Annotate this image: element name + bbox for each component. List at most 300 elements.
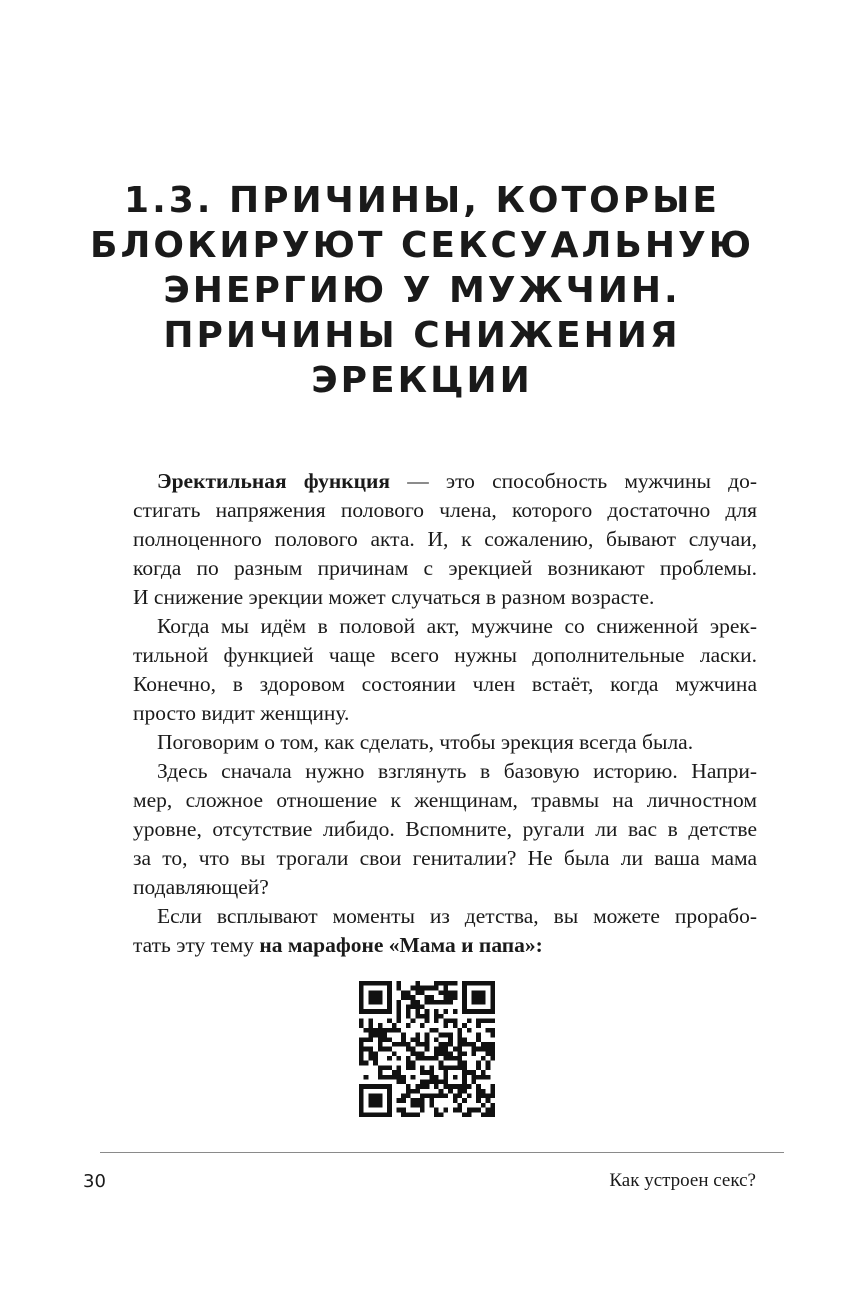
qr-module	[378, 1070, 383, 1075]
qr-module	[481, 1075, 486, 1080]
qr-module	[481, 1047, 486, 1052]
qr-module	[359, 1089, 364, 1094]
qr-module	[476, 1019, 481, 1024]
qr-module	[425, 1094, 430, 1099]
qr-module	[401, 1079, 406, 1084]
qr-module	[439, 1047, 444, 1052]
qr-module	[453, 1047, 458, 1052]
running-title: Как устроен секс?	[609, 1170, 756, 1191]
qr-module	[378, 1037, 383, 1042]
qr-module	[434, 1112, 439, 1117]
qr-module	[453, 995, 458, 1000]
qr-module	[476, 1108, 481, 1113]
qr-module	[378, 1075, 383, 1080]
qr-module	[359, 1047, 364, 1052]
qr-module	[359, 986, 364, 991]
qr-module	[453, 981, 458, 986]
qr-module	[429, 1098, 434, 1103]
qr-module	[401, 1037, 406, 1042]
qr-module	[429, 986, 434, 991]
qr-module	[476, 981, 481, 986]
qr-module	[420, 1023, 425, 1028]
qr-module	[443, 1023, 448, 1028]
qr-module	[443, 1042, 448, 1047]
qr-module	[490, 1000, 495, 1005]
qr-module	[453, 1023, 458, 1028]
qr-module	[457, 1028, 462, 1033]
qr-module	[462, 1084, 467, 1089]
qr-module	[359, 1056, 364, 1061]
qr-module	[467, 981, 472, 986]
text-span: — это способность мужчины до-	[390, 469, 757, 493]
qr-module	[392, 1070, 397, 1075]
qr-module	[439, 1065, 444, 1070]
qr-module	[406, 1042, 411, 1047]
qr-module	[392, 1023, 397, 1028]
qr-module	[420, 1070, 425, 1075]
qr-module	[415, 1004, 420, 1009]
qr-module	[368, 1103, 373, 1108]
qr-module	[467, 1108, 472, 1113]
qr-module	[429, 1065, 434, 1070]
text-line: просто видит женщину.	[133, 701, 350, 725]
qr-module	[373, 1103, 378, 1108]
qr-module	[387, 990, 392, 995]
qr-module	[368, 1056, 373, 1061]
qr-module	[425, 1019, 430, 1024]
qr-module	[373, 1056, 378, 1061]
qr-module	[368, 1019, 373, 1024]
qr-module	[439, 1033, 444, 1038]
qr-module	[415, 1103, 420, 1108]
qr-module	[481, 1042, 486, 1047]
qr-module	[415, 1037, 420, 1042]
qr-module	[486, 1042, 491, 1047]
qr-module	[382, 1112, 387, 1117]
qr-module	[439, 981, 444, 986]
footer-rule	[100, 1152, 784, 1153]
qr-module	[443, 1019, 448, 1024]
qr-module	[490, 1033, 495, 1038]
text-line: мер, сложное отношение к женщинам, травмы на личностном	[133, 788, 757, 812]
qr-module	[425, 1056, 430, 1061]
qr-module	[434, 1079, 439, 1084]
qr-module	[411, 1098, 416, 1103]
qr-module	[448, 1000, 453, 1005]
qr-module	[364, 1075, 369, 1080]
qr-module	[401, 1033, 406, 1038]
qr-module	[448, 1037, 453, 1042]
qr-modules	[359, 981, 495, 1117]
body-text	[133, 467, 757, 960]
text-line: уровне, отсутствие либидо. Вспомните, ругали ли вас в детстве	[133, 817, 757, 841]
qr-module	[467, 1009, 472, 1014]
qr-module	[429, 1070, 434, 1075]
qr-module	[481, 995, 486, 1000]
qr-module	[382, 1028, 387, 1033]
text-line: тильной функцией чаще всего нужны дополнительные ласки.	[133, 643, 757, 667]
qr-module	[378, 1065, 383, 1070]
qr-module	[359, 1004, 364, 1009]
qr-module	[382, 1065, 387, 1070]
qr-module	[462, 1009, 467, 1014]
qr-module	[453, 1056, 458, 1061]
qr-module	[476, 1000, 481, 1005]
qr-module	[457, 1042, 462, 1047]
qr-module	[472, 990, 477, 995]
qr-module	[387, 1065, 392, 1070]
qr-module	[439, 1042, 444, 1047]
text-line: Конечно, в здоровом состоянии член встаёт, когда мужчина	[133, 672, 757, 696]
qr-module	[359, 1094, 364, 1099]
qr-module	[425, 1042, 430, 1047]
qr-module	[486, 1075, 491, 1080]
qr-module	[415, 1084, 420, 1089]
qr-module	[378, 1098, 383, 1103]
qr-module	[439, 1051, 444, 1056]
qr-module	[462, 1037, 467, 1042]
qr-module	[453, 1108, 458, 1113]
qr-module	[411, 1061, 416, 1066]
qr-module	[387, 1089, 392, 1094]
qr-module	[406, 1094, 411, 1099]
qr-module	[443, 995, 448, 1000]
qr-module	[472, 1009, 477, 1014]
qr-module	[373, 1051, 378, 1056]
qr-module	[476, 1033, 481, 1038]
qr-module	[406, 1047, 411, 1052]
qr-module	[443, 1051, 448, 1056]
qr-module	[490, 1094, 495, 1099]
qr-module	[411, 1000, 416, 1005]
qr-module	[406, 1023, 411, 1028]
qr-module	[486, 1098, 491, 1103]
qr-module	[467, 1042, 472, 1047]
qr-module	[462, 1065, 467, 1070]
qr-module	[439, 1079, 444, 1084]
qr-module	[443, 1108, 448, 1113]
qr-module	[373, 1084, 378, 1089]
text-line: полноценного полового акта. И, к сожалению, бывают случаи,	[133, 527, 757, 551]
qr-module	[359, 1098, 364, 1103]
qr-module	[420, 986, 425, 991]
qr-module	[397, 1019, 402, 1024]
qr-module	[359, 1112, 364, 1117]
qr-module	[415, 1014, 420, 1019]
qr-module	[486, 1047, 491, 1052]
qr-module	[425, 1070, 430, 1075]
qr-module	[397, 1070, 402, 1075]
qr-module	[457, 1033, 462, 1038]
qr-module	[490, 1056, 495, 1061]
qr-module	[490, 995, 495, 1000]
qr-module	[472, 1042, 477, 1047]
qr-module	[368, 995, 373, 1000]
qr-module	[420, 1094, 425, 1099]
qr-module	[490, 1084, 495, 1089]
qr-module	[486, 1051, 491, 1056]
qr-code-icon[interactable]	[359, 981, 495, 1117]
qr-module	[373, 981, 378, 986]
qr-module	[415, 1033, 420, 1038]
qr-module	[378, 995, 383, 1000]
heading-line: ПРИЧИНЫ СНИЖЕНИЯ	[163, 315, 681, 356]
qr-module	[359, 1051, 364, 1056]
qr-module	[368, 1051, 373, 1056]
qr-module	[387, 1075, 392, 1080]
qr-module	[368, 1047, 373, 1052]
qr-module	[373, 1112, 378, 1117]
qr-module	[415, 986, 420, 991]
chapter-heading	[60, 178, 784, 403]
qr-module	[429, 1000, 434, 1005]
marathon-link-text: на марафоне «Мама и папа»:	[259, 933, 543, 957]
qr-module	[359, 1084, 364, 1089]
qr-module	[434, 1014, 439, 1019]
qr-module	[481, 1009, 486, 1014]
qr-module	[439, 1014, 444, 1019]
qr-module	[448, 1042, 453, 1047]
qr-module	[434, 1084, 439, 1089]
qr-module	[406, 1065, 411, 1070]
qr-module	[420, 1103, 425, 1108]
qr-module	[368, 981, 373, 986]
qr-module	[439, 1089, 444, 1094]
qr-module	[401, 1098, 406, 1103]
qr-module	[476, 1098, 481, 1103]
qr-module	[481, 1089, 486, 1094]
qr-module	[401, 1112, 406, 1117]
qr-module	[415, 1042, 420, 1047]
qr-module	[486, 1028, 491, 1033]
qr-module	[378, 981, 383, 986]
qr-module	[397, 1098, 402, 1103]
qr-module	[425, 986, 430, 991]
text-line: Когда мы идём в половой акт, мужчине со сниженной эрек-	[157, 614, 757, 638]
qr-module	[382, 1075, 387, 1080]
qr-module	[457, 1103, 462, 1108]
qr-module	[378, 1009, 383, 1014]
paragraph-sexual-act	[133, 612, 757, 728]
qr-module	[462, 1070, 467, 1075]
qr-module	[490, 1103, 495, 1108]
qr-module	[457, 1051, 462, 1056]
qr-module	[462, 990, 467, 995]
qr-module	[425, 1009, 430, 1014]
qr-module	[387, 995, 392, 1000]
qr-module	[490, 981, 495, 986]
qr-module	[359, 1037, 364, 1042]
qr-module	[490, 1112, 495, 1117]
qr-module	[359, 1000, 364, 1005]
text-line: И снижение эрекции может случаться в разном возрасте.	[133, 585, 655, 609]
qr-module	[443, 986, 448, 991]
qr-module	[443, 1065, 448, 1070]
qr-module	[467, 1084, 472, 1089]
qr-module	[411, 1103, 416, 1108]
qr-module	[411, 1065, 416, 1070]
qr-module	[457, 1084, 462, 1089]
qr-module	[406, 1084, 411, 1089]
qr-module	[443, 1075, 448, 1080]
qr-module	[443, 990, 448, 995]
qr-module	[411, 1019, 416, 1024]
qr-module	[373, 1061, 378, 1066]
qr-module	[486, 1094, 491, 1099]
qr-module	[387, 1056, 392, 1061]
text-line: за то, что вы трогали свои гениталии? Не была ли ваша мама	[133, 846, 757, 870]
qr-module	[406, 1014, 411, 1019]
qr-module	[439, 1061, 444, 1066]
text-line: Здесь сначала нужно взглянуть в базовую историю. Напри-	[157, 759, 757, 783]
qr-module	[486, 1009, 491, 1014]
qr-module	[434, 1000, 439, 1005]
qr-module	[425, 1084, 430, 1089]
qr-module	[368, 1009, 373, 1014]
qr-module	[448, 990, 453, 995]
qr-module	[411, 1047, 416, 1052]
qr-module	[490, 1019, 495, 1024]
qr-module	[420, 1065, 425, 1070]
qr-module	[472, 995, 477, 1000]
qr-module	[397, 1004, 402, 1009]
qr-module	[415, 1089, 420, 1094]
qr-module	[359, 990, 364, 995]
heading-line: ЭРЕКЦИИ	[311, 360, 533, 401]
qr-module	[443, 981, 448, 986]
qr-module	[420, 1108, 425, 1113]
qr-module	[373, 1028, 378, 1033]
qr-module	[425, 1014, 430, 1019]
qr-module	[397, 1065, 402, 1070]
qr-module	[448, 995, 453, 1000]
qr-module	[476, 1037, 481, 1042]
qr-module	[425, 1047, 430, 1052]
qr-module	[425, 1000, 430, 1005]
qr-module	[368, 1084, 373, 1089]
qr-module	[406, 1004, 411, 1009]
qr-module	[434, 1047, 439, 1052]
qr-module	[368, 1028, 373, 1033]
qr-module	[378, 1028, 383, 1033]
qr-module	[429, 1028, 434, 1033]
qr-module	[359, 1042, 364, 1047]
qr-module	[486, 1019, 491, 1024]
qr-module	[411, 1004, 416, 1009]
qr-module	[406, 995, 411, 1000]
qr-module	[406, 990, 411, 995]
qr-module	[364, 1028, 369, 1033]
qr-module	[457, 1108, 462, 1113]
qr-module	[448, 1089, 453, 1094]
qr-module	[443, 1084, 448, 1089]
qr-module	[443, 1079, 448, 1084]
qr-module	[411, 1075, 416, 1080]
qr-module	[373, 1033, 378, 1038]
qr-module	[387, 1098, 392, 1103]
qr-module	[481, 1103, 486, 1108]
qr-module	[364, 1061, 369, 1066]
qr-module	[443, 1094, 448, 1099]
qr-module	[387, 1028, 392, 1033]
text-line: подавляющей?	[133, 875, 269, 899]
paragraph-discussion	[133, 728, 757, 757]
qr-module	[448, 1084, 453, 1089]
qr-module	[406, 1089, 411, 1094]
qr-module	[472, 981, 477, 986]
qr-module	[476, 1094, 481, 1099]
qr-module	[368, 990, 373, 995]
qr-module	[373, 1009, 378, 1014]
qr-module	[453, 1094, 458, 1099]
qr-module	[387, 986, 392, 991]
qr-module	[476, 990, 481, 995]
qr-module	[387, 1037, 392, 1042]
qr-module	[472, 1108, 477, 1113]
qr-module	[378, 1033, 383, 1038]
qr-module	[387, 1009, 392, 1014]
qr-module	[425, 1037, 430, 1042]
paragraph-marathon	[133, 902, 757, 960]
qr-module	[397, 1028, 402, 1033]
qr-module	[486, 1065, 491, 1070]
qr-module	[378, 1023, 383, 1028]
qr-module	[420, 1084, 425, 1089]
qr-module	[490, 1028, 495, 1033]
qr-module	[472, 1047, 477, 1052]
qr-module	[434, 1056, 439, 1061]
qr-module	[467, 1019, 472, 1024]
qr-module	[453, 1075, 458, 1080]
qr-module	[472, 1000, 477, 1005]
qr-module	[462, 986, 467, 991]
qr-module	[490, 1004, 495, 1009]
qr-module	[462, 1061, 467, 1066]
qr-module	[472, 1070, 477, 1075]
qr-module	[415, 1098, 420, 1103]
qr-module	[364, 1084, 369, 1089]
qr-module	[373, 1094, 378, 1099]
qr-module	[429, 1079, 434, 1084]
qr-module	[406, 1056, 411, 1061]
qr-module	[481, 981, 486, 986]
qr-module	[462, 1089, 467, 1094]
qr-module	[387, 1094, 392, 1099]
qr-module	[359, 1009, 364, 1014]
bold-term: Эректильная функция	[157, 469, 391, 493]
qr-module	[481, 1019, 486, 1024]
qr-module	[401, 990, 406, 995]
qr-module	[448, 1051, 453, 1056]
qr-module	[378, 1094, 383, 1099]
qr-module	[476, 1047, 481, 1052]
qr-module	[406, 1009, 411, 1014]
qr-module	[448, 1019, 453, 1024]
qr-module	[490, 1108, 495, 1113]
qr-module	[401, 1042, 406, 1047]
qr-module	[387, 1108, 392, 1113]
qr-module	[448, 1065, 453, 1070]
qr-module	[434, 981, 439, 986]
qr-module	[411, 986, 416, 991]
qr-module	[387, 1084, 392, 1089]
qr-module	[453, 1019, 458, 1024]
qr-module	[420, 1004, 425, 1009]
qr-module	[368, 1094, 373, 1099]
qr-module	[378, 1103, 383, 1108]
qr-module	[411, 1037, 416, 1042]
qr-module	[387, 981, 392, 986]
